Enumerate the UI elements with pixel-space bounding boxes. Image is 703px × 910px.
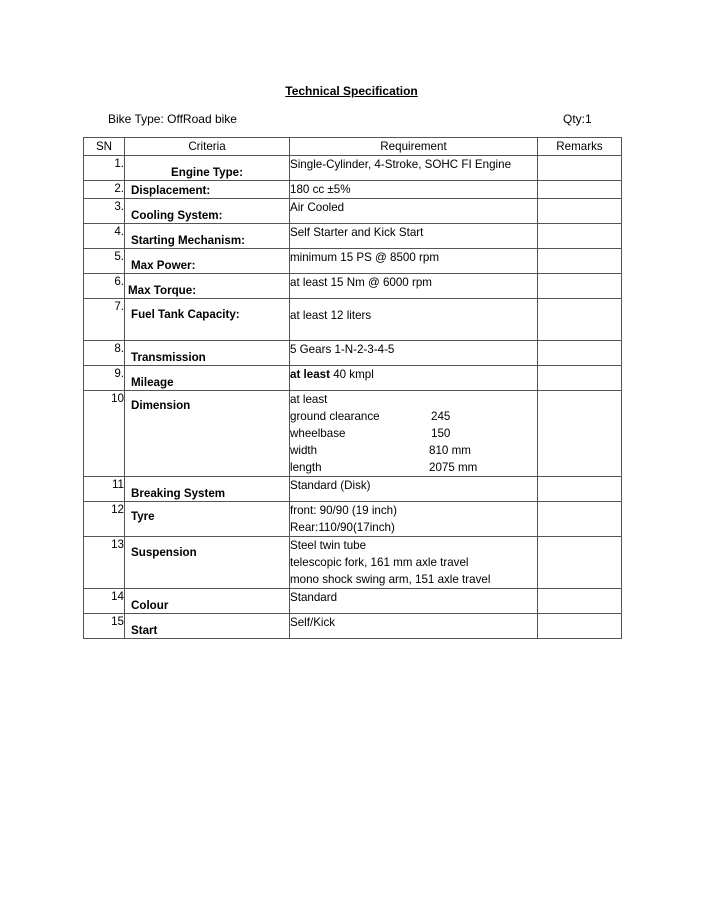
header-remarks: Remarks [538, 138, 622, 156]
row-sn: 12 [84, 502, 125, 537]
requirement-line: mono shock swing arm, 151 axle travel [290, 573, 491, 586]
requirement-text: Standard (Disk) [290, 479, 371, 492]
dimension-value: 245 [431, 410, 451, 423]
table-row [84, 391, 622, 477]
requirement-text: 5 Gears 1-N-2-3-4-5 [290, 343, 395, 356]
requirement-text: at least 15 Nm @ 6000 rpm [290, 276, 432, 289]
quantity-label: Qty:1 [563, 112, 592, 126]
criteria-label: Dimension [131, 399, 191, 412]
row-remarks [538, 199, 622, 224]
row-requirement [290, 249, 538, 274]
requirement-text: Single-Cylinder, 4-Stroke, SOHC FI Engine [290, 158, 512, 171]
row-remarks [538, 249, 622, 274]
row-criteria [125, 156, 290, 181]
requirement-text: Air Cooled [290, 201, 345, 214]
specification-table [83, 137, 622, 639]
row-criteria [125, 249, 290, 274]
row-sn: 10 [84, 391, 125, 477]
row-sn: 6. [84, 274, 125, 299]
table-row [84, 341, 622, 366]
requirement-text: Self/Kick [290, 616, 336, 629]
row-remarks [538, 274, 622, 299]
requirement-text: Standard [290, 591, 338, 604]
row-sn: 1. [84, 156, 125, 181]
row-criteria [125, 341, 290, 366]
criteria-label: Start [131, 624, 158, 637]
requirement-text: 40 kmpl [329, 368, 374, 381]
row-requirement [290, 181, 538, 199]
row-sn: 8. [84, 341, 125, 366]
row-remarks [538, 181, 622, 199]
row-sn: 3. [84, 199, 125, 224]
row-sn: 2. [84, 181, 125, 199]
row-criteria [125, 502, 290, 537]
row-requirement [290, 299, 538, 341]
table-row [84, 199, 622, 224]
criteria-label: Colour [131, 599, 169, 612]
row-requirement [290, 614, 538, 639]
row-criteria [125, 614, 290, 639]
requirement-line: front: 90/90 (19 inch) [290, 504, 397, 517]
requirement-line: Rear:110/90(17inch) [290, 521, 395, 534]
row-requirement [290, 391, 538, 477]
dimension-row [290, 442, 537, 459]
table-row [84, 589, 622, 614]
criteria-label: Max Power: [131, 259, 196, 272]
table-row [84, 614, 622, 639]
criteria-label: Cooling System: [131, 209, 223, 222]
table-row [84, 156, 622, 181]
requirement-intro: at least [290, 393, 328, 406]
row-criteria [125, 589, 290, 614]
header-requirement: Requirement [290, 138, 538, 156]
dimension-value: 810 mm [429, 444, 471, 457]
requirement-text: minimum 15 PS @ 8500 rpm [290, 251, 440, 264]
row-requirement [290, 537, 538, 589]
row-remarks [538, 477, 622, 502]
dimension-label: ground clearance [290, 410, 380, 423]
criteria-label: Mileage [131, 376, 174, 389]
table-row [84, 537, 622, 589]
criteria-label: Transmission [131, 351, 206, 364]
criteria-label: Engine Type: [171, 166, 243, 179]
row-sn: 11 [84, 477, 125, 502]
row-remarks [538, 537, 622, 589]
row-requirement [290, 366, 538, 391]
criteria-label: Tyre [131, 510, 155, 523]
table-row [84, 181, 622, 199]
row-requirement [290, 477, 538, 502]
criteria-label: Max Torque: [128, 284, 197, 297]
row-requirement [290, 341, 538, 366]
row-remarks [538, 614, 622, 639]
table-header-row [84, 138, 622, 156]
criteria-label: Suspension [131, 546, 197, 559]
row-sn: 7. [84, 299, 125, 341]
criteria-label: Starting Mechanism: [131, 234, 246, 247]
dimension-row [290, 459, 537, 476]
row-criteria [125, 391, 290, 477]
row-criteria [125, 274, 290, 299]
criteria-label: Fuel Tank Capacity: [131, 308, 240, 321]
table-row [84, 224, 622, 249]
row-criteria [125, 224, 290, 249]
table-row [84, 299, 622, 341]
row-sn: 15 [84, 614, 125, 639]
table-row [84, 366, 622, 391]
row-criteria [125, 537, 290, 589]
row-criteria [125, 366, 290, 391]
table-row [84, 477, 622, 502]
document-title: Technical Specification [285, 84, 418, 98]
header-criteria: Criteria [125, 138, 290, 156]
row-requirement [290, 199, 538, 224]
dimension-label: width [290, 444, 318, 457]
dimension-label: wheelbase [290, 427, 346, 440]
row-criteria [125, 299, 290, 341]
row-requirement [290, 224, 538, 249]
row-remarks [538, 502, 622, 537]
row-requirement [290, 274, 538, 299]
row-requirement [290, 502, 538, 537]
row-sn: 5. [84, 249, 125, 274]
row-remarks [538, 156, 622, 181]
row-criteria [125, 181, 290, 199]
table-row [84, 502, 622, 537]
requirement-emphasis: at least [290, 368, 330, 381]
row-requirement [290, 156, 538, 181]
requirement-text: at least 12 liters [290, 309, 372, 322]
row-sn: 13 [84, 537, 125, 589]
row-remarks [538, 299, 622, 341]
dimension-value: 2075 mm [429, 461, 478, 474]
row-sn: 9. [84, 366, 125, 391]
criteria-label: Breaking System [131, 487, 226, 500]
criteria-label: Displacement: [131, 184, 211, 197]
dimension-row [290, 408, 537, 425]
row-remarks [538, 366, 622, 391]
dimension-row [290, 425, 537, 442]
requirement-text: Self Starter and Kick Start [290, 226, 424, 239]
table-row [84, 249, 622, 274]
header-sn: SN [84, 138, 125, 156]
row-criteria [125, 199, 290, 224]
row-requirement [290, 589, 538, 614]
requirement-text: 180 cc ±5% [290, 183, 351, 196]
row-remarks [538, 391, 622, 477]
requirement-line: Steel twin tube [290, 539, 367, 552]
row-remarks [538, 341, 622, 366]
row-sn: 14 [84, 589, 125, 614]
row-criteria [125, 477, 290, 502]
bike-type-label: Bike Type: OffRoad bike [108, 112, 237, 126]
table-row [84, 274, 622, 299]
row-remarks [538, 589, 622, 614]
dimension-label: length [290, 461, 322, 474]
dimension-value: 150 [431, 427, 451, 440]
row-sn: 4. [84, 224, 125, 249]
requirement-line: telescopic fork, 161 mm axle travel [290, 556, 469, 569]
row-remarks [538, 224, 622, 249]
